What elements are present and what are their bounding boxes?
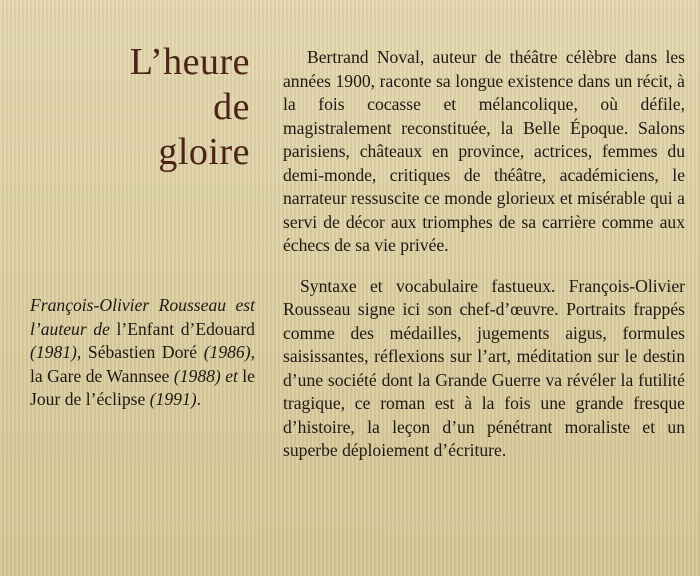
title-line-1: L’heure <box>129 41 250 83</box>
summary-paragraph-1: Bertrand Noval, auteur de théâtre célèbre dans les années 1900, raconte sa longue existence dans un récit, à la fois cocasse et mélancolique, où défile, magistralement reconstituée, la Belle Époque. Salons parisiens, châteaux en province, actrices, femmes du demi-monde, critiques de théâtre, académiciens, le narrateur ressuscite ce monde glorieux et misérable qui a servi de décor aux triomphes de sa carrière comme aux échecs de sa vie privée. <box>283 47 685 255</box>
bio-book-1: l’Enfant d’Edouard <box>116 318 255 339</box>
book-title <box>60 40 250 175</box>
title-line-2: de <box>213 86 250 128</box>
author-bio <box>30 294 255 412</box>
bio-end: . <box>196 389 202 409</box>
bio-year-3: (1988) et <box>173 365 243 386</box>
bio-book-3: la Gare de Wannsee <box>30 365 174 386</box>
bio-intro: François-Olivier Rousseau est l’auteur de <box>30 295 255 339</box>
title-line-3: gloire <box>158 131 250 173</box>
bio-year-1: (1981), <box>30 342 88 362</box>
bio-year-2: (1986), <box>203 342 255 362</box>
summary-paragraph-2: Syntaxe et vocabulaire fastueux. François-Olivier Rousseau signe ici son chef-d’œuvre. Portraits frappés comme des médailles, jugements aigus, formules saisissantes, réflexions sur l’art, méditation sur le destin d’une société dont la Grande Guerre va révéler la futilité tragique, ce roman est à la fois une grande fresque d’histoire, la leçon d’un pénétrant moraliste et un superbe déploiement d’écriture. <box>283 275 685 460</box>
bio-book-2: Sébastien Doré <box>87 342 204 362</box>
bio-year-4: (1991) <box>149 389 197 409</box>
bio-book-4: le Jour de l’éclipse <box>30 365 255 409</box>
book-summary <box>283 46 685 463</box>
